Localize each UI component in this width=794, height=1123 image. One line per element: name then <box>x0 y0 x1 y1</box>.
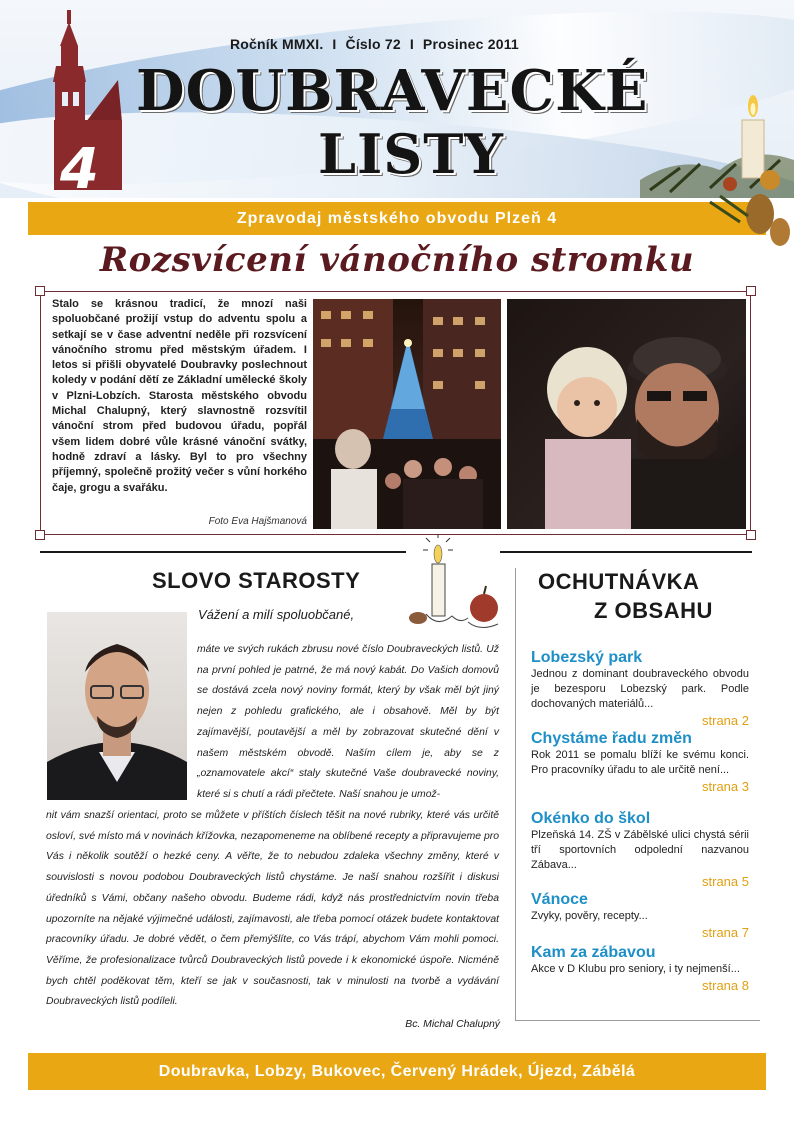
toc-item[interactable] <box>531 809 749 890</box>
toc-item-page[interactable]: strana 8 <box>702 978 749 993</box>
letter-paragraph: máte ve svých rukách zbrusu nové číslo Doubraveckých listů. Už na první pohled je patrné, že má nový kabát. Do Vašich domovů se dostává zcela nový noviny formát, který by však měl být jiný nejen z pohledu grafického, ale i obsahově. Měl by být zajímavější, poutavější a měl by zobrazovat skutečné dění v našem městském obvodě. Naším cílem je, aby se z „oznamovatele akcí“ staly skutečné Vaše doubravecké noviny, které si s chutí a rádi přečtete. Naší snahou je umož- <box>197 644 499 800</box>
section-rule <box>500 551 752 553</box>
toc-item-page[interactable]: strana 2 <box>702 713 749 728</box>
masthead-title-line2: LISTY <box>318 122 504 186</box>
toc-item-desc: Akce v D Klubu pro seniory, i ty nejmenší... <box>531 963 740 975</box>
toc-item[interactable] <box>531 729 749 795</box>
toc-item-title[interactable]: Vánoce <box>531 891 588 908</box>
frame-corner <box>35 286 45 296</box>
toc-item[interactable] <box>531 890 749 941</box>
frame-corner <box>746 530 756 540</box>
toc-item-desc: Rok 2011 se pomalu blíží ke svému konci. Pro pracovníky úřadu to ale určitě není... <box>531 749 749 776</box>
toc-heading <box>538 567 713 625</box>
issue-separator: I <box>332 36 337 52</box>
issue-date: Prosinec 2011 <box>422 36 519 52</box>
toc-item-desc: Zvyky, pověry, recepty... <box>531 910 648 922</box>
toc-item-title[interactable]: Chystáme řadu změn <box>531 730 692 747</box>
candle-apple-illustration-icon <box>408 532 504 636</box>
toc-divider <box>515 568 516 1020</box>
section-rule <box>40 551 406 553</box>
issue-volume: Ročník MMXI. <box>230 36 324 52</box>
christmas-candle-icon <box>640 60 794 198</box>
letter-paragraph: nit vám snazší orientaci, proto se můžete v příštích číslech těšit na nové rubriky, které vás určitě osloví, své místo má v novinách křížovka, nezapomeneme na oblíbené recepty a připravujeme pro Vás i několik soutěží o hezké ceny. A věřte, že to nebudou zdaleka všechny změny, které v souvislosti s novou podobou Doubraveckých listů chystáme. Je naší snahou rozšířit i diskusi úředníků s Vámi, občany našeho obvodu. Budeme rádi, když nás prostřednictvím novin třeba upozorníte na nějaké výjimečné události, zajímavosti, ale třeba pomocí otázek budete kontaktovat pracovníky úřadu. Je dobré vědět, o čem přemýšlíte, co Vás trápí, abychom Vám mohli pomoci. Věříme, že profesionalizace tvůrců Doubraveckých listů povede i k ekonomické úspoře. Nicméně bych chtěl poděkovat těm, kteří se jak v současnosti, tak v minulosti na tvorbě a vydávání Doubraveckých listů podíleli. <box>46 810 499 1008</box>
letter-top <box>197 640 499 806</box>
frame-corner <box>35 530 45 540</box>
issue-separator: I <box>409 36 414 52</box>
toc-divider <box>515 1020 760 1021</box>
toc-item-title[interactable]: Kam za zábavou <box>531 944 656 961</box>
toc-heading-line2: Z OBSAHU <box>594 598 713 623</box>
masthead <box>0 0 794 198</box>
tower-logo-icon <box>40 10 130 196</box>
subtitle-bar <box>28 202 766 235</box>
letter-bottom <box>46 806 499 1013</box>
photo-credit: Foto Eva Hajšmanová <box>208 516 307 527</box>
logo-digit: 4 <box>60 137 99 196</box>
toc-item[interactable] <box>531 943 749 994</box>
christmas-tree-photo <box>313 299 501 529</box>
subtitle-text: Zpravodaj městského obvodu Plzeň 4 <box>236 210 558 227</box>
starosta-heading: SLOVO STAROSTY <box>152 568 361 593</box>
toc-item-page[interactable]: strana 7 <box>702 925 749 940</box>
toc-item[interactable] <box>531 648 749 729</box>
headline: Rozsvícení vánočního stromku <box>99 240 695 280</box>
footer-text: Doubravka, Lobzy, Bukovec, Červený Hrádek, Újezd, Zábělá <box>158 1063 636 1080</box>
issue-number: Číslo 72 <box>345 36 401 52</box>
frame-corner <box>746 286 756 296</box>
toc-heading-line1: OCHUTNÁVKA <box>538 569 700 594</box>
mayor-portrait <box>47 612 187 800</box>
starosta-greeting: Vážení a milí spoluobčané, <box>198 607 355 622</box>
toc-item-page[interactable]: strana 5 <box>702 874 749 889</box>
toc-item-title[interactable]: Lobezský park <box>531 649 643 666</box>
toc-item-desc: Jednou z dominant doubraveckého obvodu je bezesporu Lobezský park. Podle dochovaných materiálů... <box>531 668 749 710</box>
footer-bar <box>28 1053 766 1090</box>
toc-item-desc: Plzeňská 14. ZŠ v Zábělské ulici chystá sérii tří sportovních odpolední nazvanou Zábava... <box>531 829 749 871</box>
story-text: Stalo se krásnou tradicí, že mnozí naši spoluobčané prožijí vstup do adventu spolu a setkají se v čase adventní neděle při rozsvícení vánočního stromu před městským úřadem. I letos si přišli obyvatelé Doubravky poslechnout koledy v podání dětí ze Základní umělecké školy v Plzni-Lobzích. Starosta městského obvodu Michal Chalupný, který slavnostně rozsvítil vánoční strom před budovou úřadu, popřál všem lidem dobré vůle krásné vánoční svátky, hodně zdraví a lásky. Byl to pro všechny příjemný, společně prožitý večer s vůní horkého čaje, grogu a svařáku. <box>52 298 307 494</box>
issue-line <box>230 36 590 52</box>
toc-item-page[interactable]: strana 3 <box>702 779 749 794</box>
toc-item-title[interactable]: Okénko do škol <box>531 810 651 827</box>
masthead-title-line1: DOUBRAVECKÉ <box>136 58 649 124</box>
child-with-father-photo <box>507 299 746 529</box>
signature: Bc. Michal Chalupný <box>405 1019 500 1030</box>
